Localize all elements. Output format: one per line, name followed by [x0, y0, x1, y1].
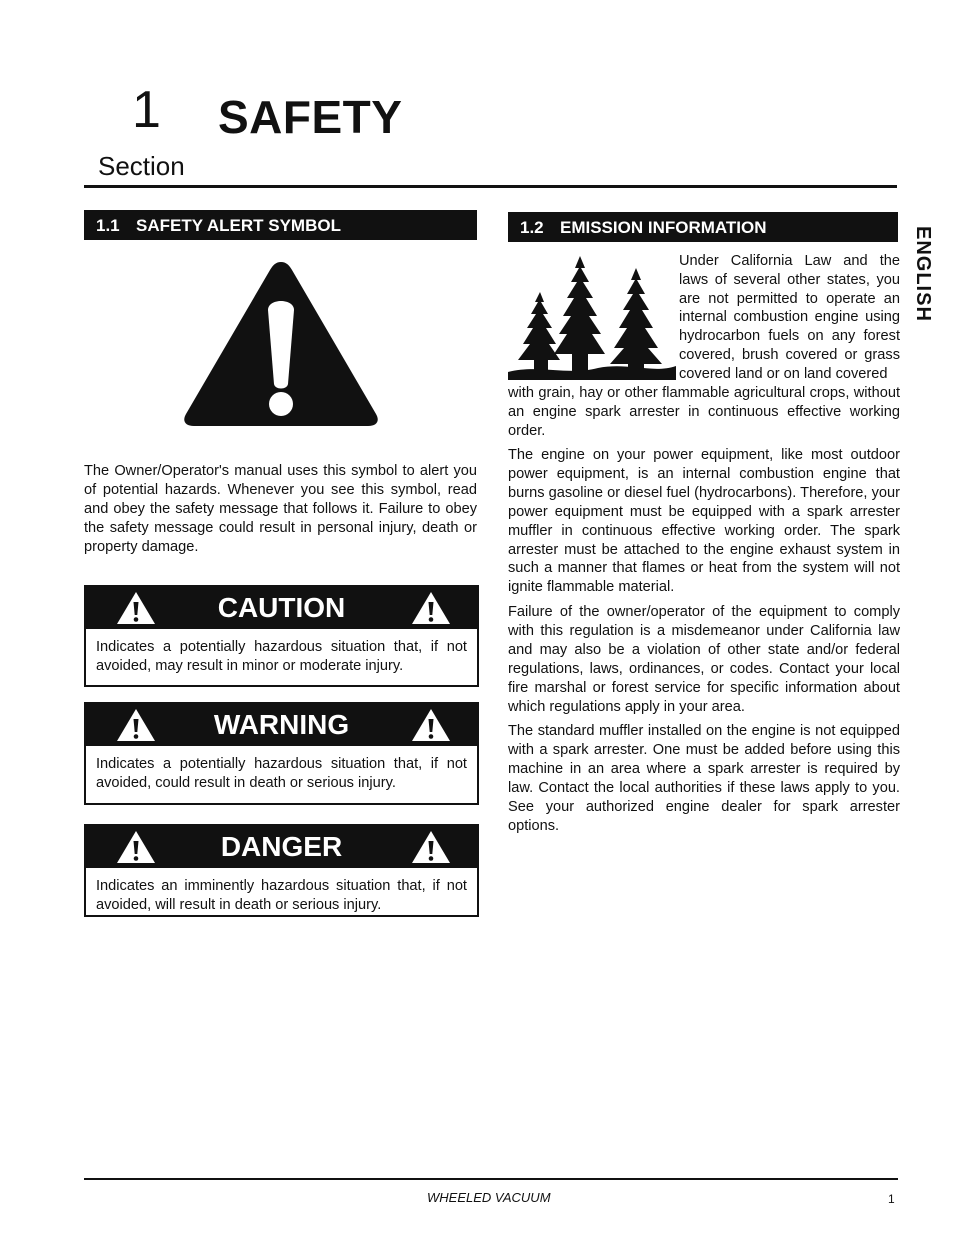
warning-alert-icon-right: [411, 708, 451, 742]
safety-alert-triangle-icon: [182, 258, 380, 428]
footer-divider: [84, 1178, 898, 1180]
heading-number: 1.1: [96, 216, 120, 235]
warning-word: WARNING: [213, 709, 350, 740]
danger-header: [86, 826, 477, 868]
heading-text: EMISSION INFORMATION: [560, 218, 767, 237]
danger-word: DANGER: [220, 831, 343, 862]
heading-emission-information: [508, 212, 898, 242]
header-divider: [84, 185, 897, 188]
danger-box: [84, 824, 479, 917]
caution-box: [84, 585, 479, 687]
emission-paragraph-1: with grain, hay or other flammable agricultural crops, without an engine spark arrester in continuous effective working order.: [508, 385, 900, 439]
footer-title: WHEELED VACUUM: [427, 1190, 551, 1205]
caution-text: Indicates a potentially hazardous situation that, if not avoided, may result in minor or moderate injury.: [96, 639, 467, 674]
section-title: SAFETY: [218, 91, 403, 143]
page-number: 1: [888, 1192, 895, 1206]
emission-paragraph-3: Failure of the owner/operator of the equipment to comply with this regulation is a misdemeanor under California law and may also be a violation of other state and/or federal regulations, laws, ordinances, or codes. Contact your local fire marshal or forest service for specific information about which regulations apply in your area.: [508, 604, 900, 715]
emission-intro-text: Under California Law and the laws of several other states, you are not permitted to operate an internal combustion engine using hydrocarbon fuels on any forest covered, brush covered or grass covered land or on land covered: [679, 253, 900, 382]
language-tab: ENGLISH: [912, 226, 934, 322]
section-number: 1: [132, 81, 161, 139]
caution-alert-icon-right: [411, 591, 451, 625]
emission-paragraph-2: The engine on your power equipment, like most outdoor power equipment, is an internal combustion engine that burns gasoline or diesel fuel (hydrocarbons). Therefore, your power equipment must be equipped with a spark arrester muffler in continuous effective working order. The spark arrester must be attached to the engine exhaust system in such a manner that flames or heat from the system will not ignite flammable material.: [508, 447, 900, 596]
section-label: Section: [98, 151, 185, 181]
caution-header: [86, 587, 477, 629]
heading-number: 1.2: [520, 218, 544, 237]
caution-word: CAUTION: [217, 592, 346, 623]
warning-box: [84, 702, 479, 805]
warning-text: Indicates a potentially hazardous situation that, if not avoided, could result in death or serious injury.: [96, 756, 467, 791]
danger-alert-icon-right: [411, 830, 451, 864]
warning-header: [86, 704, 477, 746]
danger-text: Indicates an imminently hazardous situation that, if not avoided, will result in death or serious injury.: [96, 878, 467, 913]
heading-text: SAFETY ALERT SYMBOL: [136, 216, 341, 235]
emission-paragraph-4: The standard muffler installed on the engine is not equipped with a spark arrester. One must be added before using this machine in an area where a spark arrester is required by law. Contact the local authorities if these laws apply to you. See your authorized engine dealer for spark arrester options.: [508, 723, 900, 834]
heading-safety-alert-symbol: [84, 210, 477, 240]
forest-trees-icon: [508, 254, 676, 380]
safety-symbol-paragraph: The Owner/Operator's manual uses this symbol to alert you of potential hazards. Whenever you see this symbol, read and obey the safety message that follows it. Failure to obey the safety message could result in personal injury, death or property damage.: [84, 463, 477, 555]
